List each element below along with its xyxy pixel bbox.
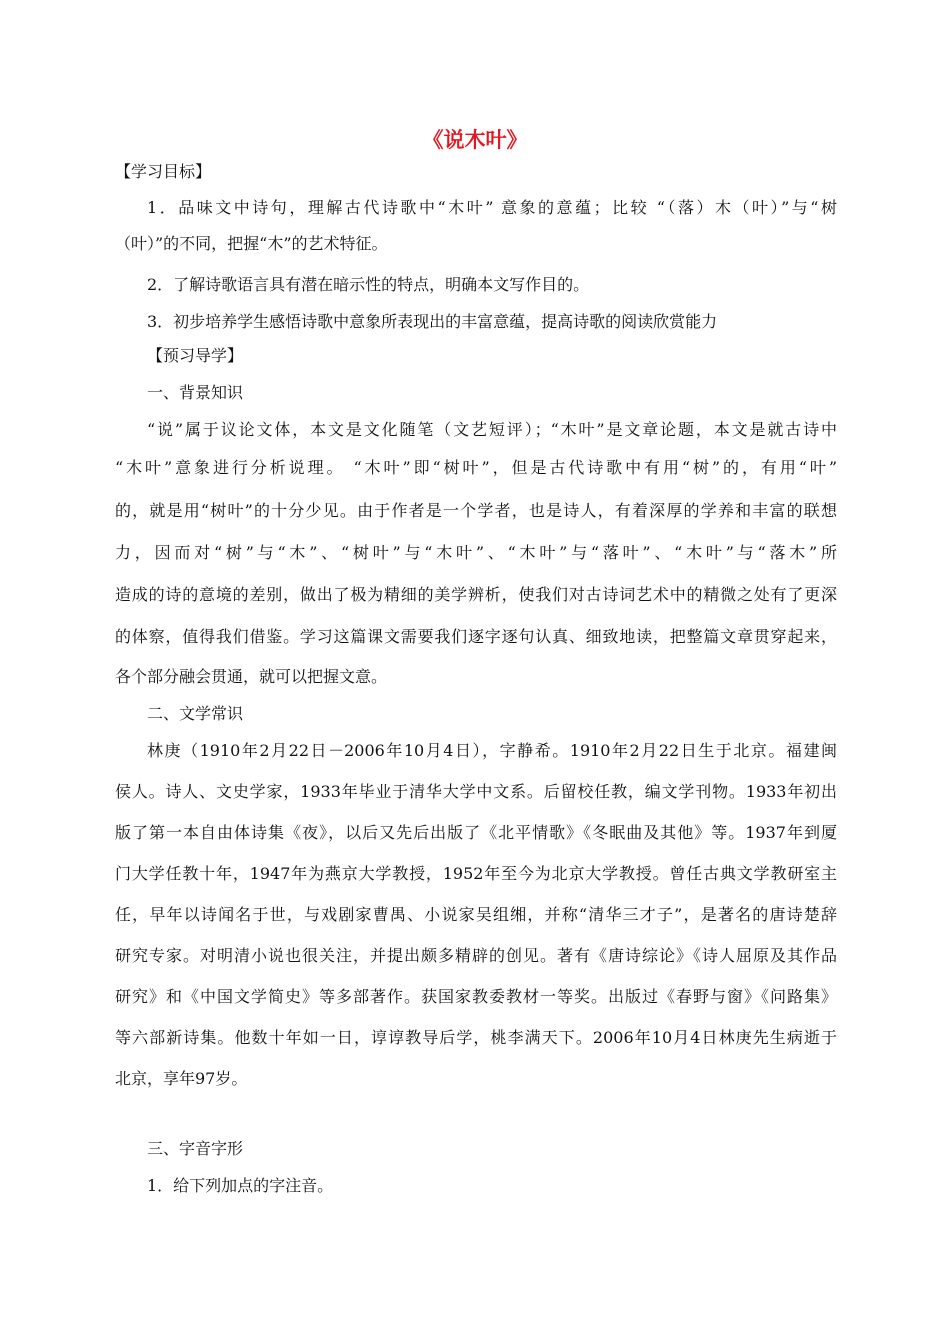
literature-line-4: 门大学任教十年，1947年为燕京大学教授，1952年至今为北京大学教授。曾任古典文学教研室主 [115, 864, 837, 883]
literature-line-3: 版了第一本自由体诗集《夜》，以后又先后出版了《北平情歌》《冬眠曲及其他》等。1937年到厦 [115, 823, 837, 842]
background-line-1: “说”属于议论文体，本文是文化随笔（文艺短评）；“木叶”是文章论题，本文是就古诗中 [147, 420, 837, 439]
literature-line-1: 林庚（1910年2月22日－2006年10月4日），字静希。1910年2月22日生于北京。福建闽 [147, 741, 837, 760]
background-line-5: 造成的诗的意境的差别，做出了极为精细的美学辨析，使我们对古诗词艺术中的精微之处有了更深 [115, 585, 837, 604]
pronunciation-item-1: 1．给下列加点的字注音。 [147, 1176, 334, 1195]
literature-line-7: 研究》和《中国文学简史》等多部著作。获国家教委教材一等奖。出版过《春野与窗》《问路集》 [115, 987, 837, 1006]
literature-heading: 二、文学常识 [147, 704, 244, 723]
objectives-header: 【学习目标】 [115, 162, 212, 181]
objective-1-line-2: （叶）”的不同，把握“木”的艺术特征。 [115, 234, 388, 253]
objective-1-line-1: 1．品味文中诗句，理解古代诗歌中“木叶” 意象的意蕴；比较 “（落）木（叶）”与“树 [147, 198, 837, 217]
pronunciation-heading: 三、字音字形 [147, 1139, 244, 1158]
background-line-4: 力，因而对“树”与“木”、“树叶”与“木叶”、“木叶”与“落叶”、“木叶”与“落木”所 [115, 543, 837, 562]
literature-line-9: 北京，享年97岁。 [115, 1069, 248, 1088]
literature-line-5: 任，早年以诗闻名于世，与戏剧家曹禺、小说家吴组缃，并称“清华三才子”，是著名的唐诗楚辞 [115, 905, 837, 924]
objective-3: 3．初步培养学生感悟诗歌中意象所表现出的丰富意蕴，提高诗歌的阅读欣赏能力 [147, 312, 718, 331]
background-line-6: 的体察，值得我们借鉴。学习这篇课文需要我们逐字逐句认真、细致地读，把整篇文章贯穿起来， [115, 627, 837, 646]
objective-2: 2．了解诗歌语言具有潜在暗示性的特点，明确本文写作目的。 [147, 275, 590, 294]
background-heading: 一、背景知识 [147, 383, 244, 402]
literature-line-2: 侯人。诗人、文史学家，1933年毕业于清华大学中文系。后留校任教，编文学刊物。1933年初出 [115, 782, 837, 801]
literature-line-6: 研究专家。对明清小说也很关注，并提出颇多精辟的创见。著有《唐诗综论》《诗人屈原及其作品 [115, 946, 837, 965]
background-line-3: 的，就是用“树叶”的十分少见。由于作者是一个学者，也是诗人，有着深厚的学养和丰富的联想 [115, 501, 837, 520]
preview-header: 【预习导学】 [147, 346, 244, 365]
page-title: 《说木叶》 [422, 127, 528, 152]
background-line-2: “木叶”意象进行分析说理。 “木叶”即“树叶”，但是古代诗歌中有用“树”的，有用“叶” [115, 458, 837, 477]
background-line-7: 各个部分融会贯通，就可以把握文意。 [115, 667, 388, 686]
literature-line-8: 等六部新诗集。他数十年如一日，谆谆教导后学，桃李满天下。2006年10月4日林庚先生病逝于 [115, 1028, 837, 1047]
